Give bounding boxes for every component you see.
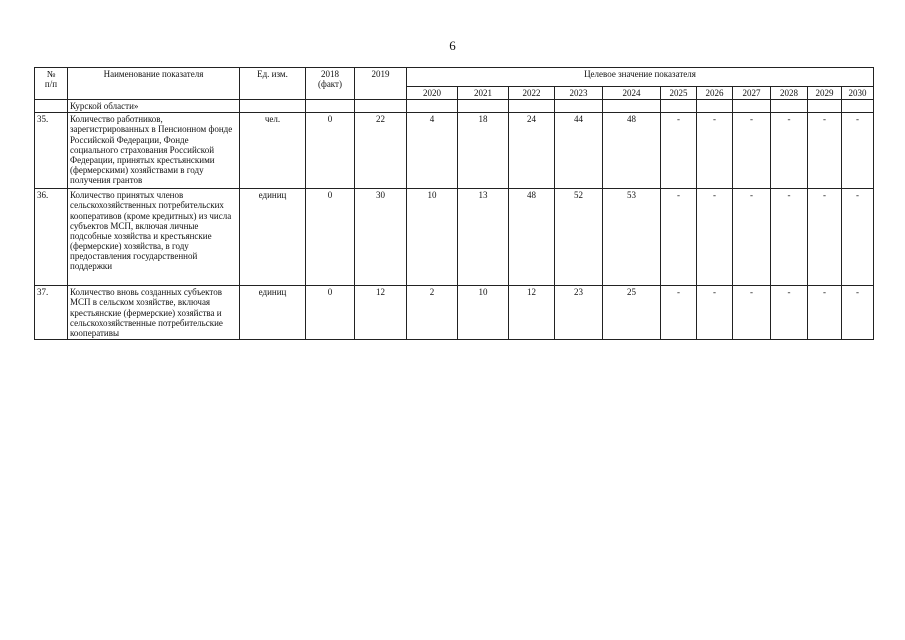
row-value: 2: [407, 286, 458, 340]
row-2018: 0: [306, 113, 355, 189]
year-cell: 2024: [603, 87, 661, 100]
header-row: [35, 68, 874, 87]
row-value: -: [808, 286, 842, 340]
row-value: 13: [458, 189, 509, 286]
row-value: -: [771, 189, 808, 286]
year-cell: 2027: [733, 87, 771, 100]
year-cell: 2021: [458, 87, 509, 100]
row-value: -: [808, 113, 842, 189]
page-number: 6: [449, 38, 456, 53]
row-value: -: [661, 113, 697, 189]
row-value: 24: [509, 113, 555, 189]
row-2019: 22: [355, 113, 407, 189]
row-value: 52: [555, 189, 603, 286]
table-row: [35, 189, 874, 286]
row-value: -: [697, 286, 733, 340]
year-cell: 2020: [407, 87, 458, 100]
row-value: -: [697, 113, 733, 189]
row-name: Количество принятых членов сельскохозяйственных потребительских кооперативов (кроме кредитных) из числа субъектов МСП, включая личные подсобные хозяйства и крестьянские (фермерские) хозяйства, в году предоставления государственной поддержки: [68, 189, 240, 286]
row-value: -: [771, 286, 808, 340]
row-value: -: [842, 113, 874, 189]
row-name: Количество вновь созданных субъектов МСП в сельском хозяйстве, включая крестьянские (фермерские) хозяйства и сельскохозяйственные потребительские кооперативы: [68, 286, 240, 340]
year-cell: 2029: [808, 87, 842, 100]
indicators-table: [34, 67, 874, 340]
year-cell: 2022: [509, 87, 555, 100]
row-2019: 30: [355, 189, 407, 286]
row-value: 23: [555, 286, 603, 340]
row-value: -: [842, 189, 874, 286]
year-cell: 2030: [842, 87, 874, 100]
row-name: Количество работников, зарегистрированных в Пенсионном фонде Российской Федерации, Фонде социального страхования Российской Федерации, принятых крестьянскими (фермерскими) хозяйствами в году получения грантов: [68, 113, 240, 189]
year-cell: 2023: [555, 87, 603, 100]
row-value: 48: [509, 189, 555, 286]
row-value: 48: [603, 113, 661, 189]
row-num: 37.: [35, 286, 68, 340]
row-value: -: [661, 189, 697, 286]
year-cell: 2028: [771, 87, 808, 100]
year-cell: 2025: [661, 87, 697, 100]
continuation-row: [35, 100, 874, 113]
continuation-text: Курской области»: [68, 100, 240, 113]
row-value: -: [808, 189, 842, 286]
row-value: -: [697, 189, 733, 286]
year-cell: 2026: [697, 87, 733, 100]
row-2018: 0: [306, 189, 355, 286]
row-value: -: [661, 286, 697, 340]
row-value: -: [842, 286, 874, 340]
header-target: Целевое значение показателя: [407, 68, 874, 87]
row-unit: единиц: [240, 286, 306, 340]
row-unit: единиц: [240, 189, 306, 286]
header-unit: Ед. изм.: [240, 68, 306, 100]
table-row: [35, 286, 874, 340]
row-2019: 12: [355, 286, 407, 340]
row-value: 25: [603, 286, 661, 340]
row-value: 10: [458, 286, 509, 340]
header-num: № п/п: [35, 68, 68, 100]
row-num: 36.: [35, 189, 68, 286]
row-value: 4: [407, 113, 458, 189]
row-value: 44: [555, 113, 603, 189]
row-value: 53: [603, 189, 661, 286]
header-2019: 2019: [355, 68, 407, 100]
row-2018: 0: [306, 286, 355, 340]
table-row: [35, 113, 874, 189]
header-name: Наименование показателя: [68, 68, 240, 100]
row-value: -: [771, 113, 808, 189]
row-value: -: [733, 189, 771, 286]
row-value: 10: [407, 189, 458, 286]
row-unit: чел.: [240, 113, 306, 189]
row-value: 18: [458, 113, 509, 189]
header-2018: 2018 (факт): [306, 68, 355, 100]
row-value: -: [733, 286, 771, 340]
row-value: -: [733, 113, 771, 189]
row-value: 12: [509, 286, 555, 340]
row-num: 35.: [35, 113, 68, 189]
